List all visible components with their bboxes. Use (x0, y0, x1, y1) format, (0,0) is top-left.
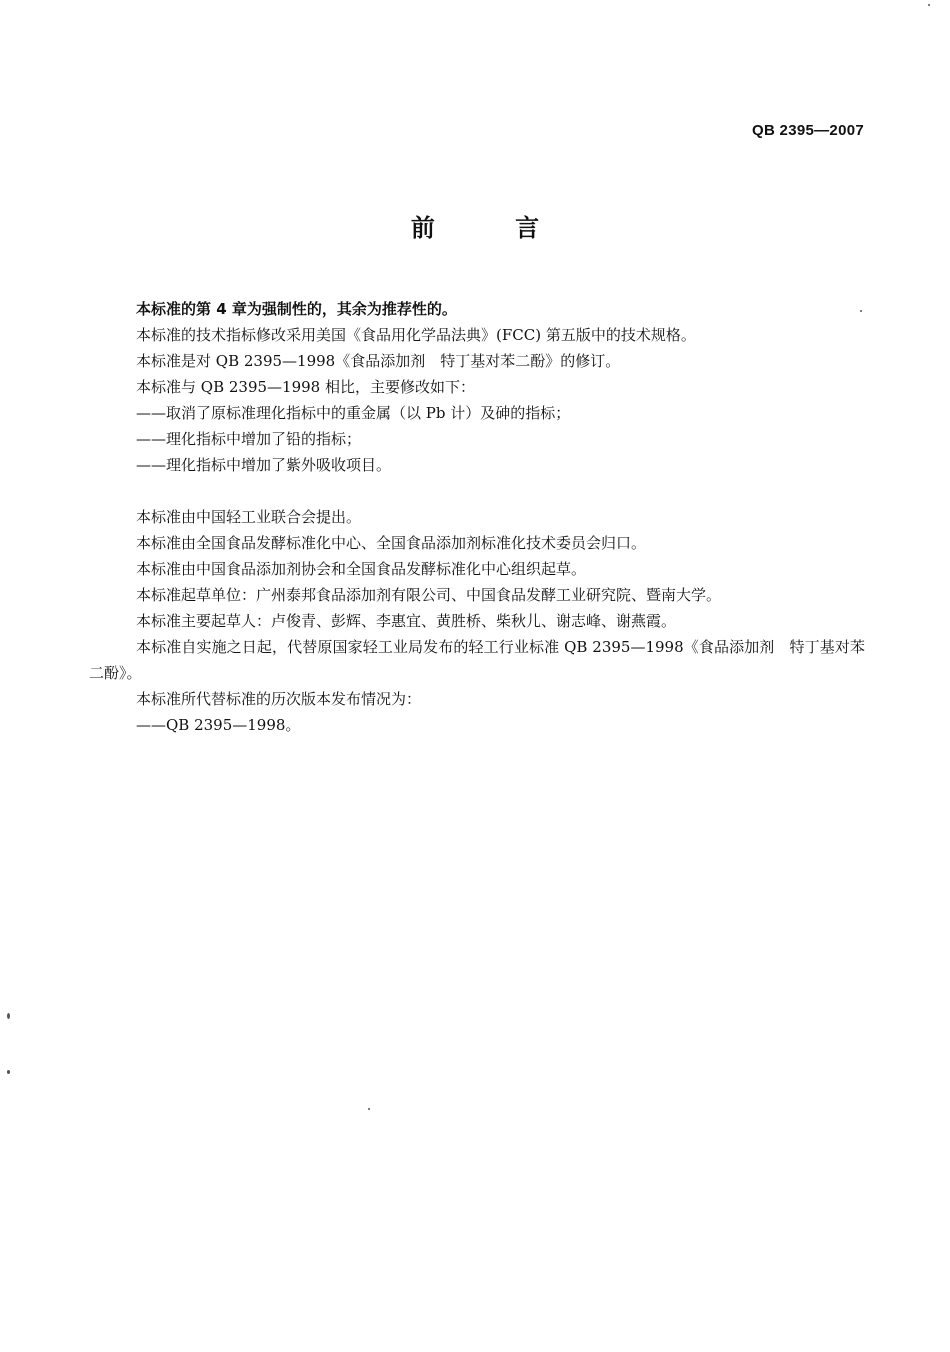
list-item-history-1: ——QB 2395—1998。 (136, 716, 301, 734)
page-title: 前 言 (410, 214, 576, 242)
paragraph-drafters: 本标准主要起草人：卢俊青、彭辉、李惠宜、黄胜桥、柴秋儿、谢志峰、谢燕霞。 (136, 612, 677, 630)
foreword-body (89, 296, 865, 738)
scan-speck (368, 1108, 370, 1110)
scan-speck (7, 1070, 10, 1074)
paragraph-administrator: 本标准由全国食品发酵标准化中心、全国食品添加剂标准化技术委员会归口。 (136, 534, 647, 552)
list-item-change-3: ——理化指标中增加了紫外吸收项目。 (136, 456, 392, 474)
list-item-change-1: ——取消了原标准理化指标中的重金属（以 Pb 计）及砷的指标； (136, 404, 571, 422)
paragraph-drafting-units: 本标准起草单位：广州泰邦食品添加剂有限公司、中国食品发酵工业研究院、暨南大学。 (136, 586, 722, 604)
scan-speck (928, 4, 930, 6)
paragraph-organizer: 本标准由中国食品添加剂协会和全国食品发酵标准化中心组织起草。 (136, 560, 587, 578)
paragraph-proposer: 本标准由中国轻工业联合会提出。 (136, 508, 362, 526)
paragraph-mandatory-clause: 本标准的第 4 章为强制性的，其余为推荐性的。 (136, 300, 457, 318)
paragraph-changes-intro: 本标准与 QB 2395—1998 相比，主要修改如下： (136, 378, 475, 396)
standard-code: QB 2395—2007 (751, 122, 864, 139)
paragraph-gap (89, 478, 865, 504)
paragraph-revision: 本标准是对 QB 2395—1998《食品添加剂 特丁基对苯二酚》的修订。 (136, 352, 621, 370)
scan-speck (860, 310, 862, 312)
scan-speck (7, 1013, 10, 1019)
list-item-change-2: ——理化指标中增加了铅的指标； (136, 430, 362, 448)
paragraph-history-intro: 本标准所代替标准的历次版本发布情况为： (136, 690, 422, 708)
paragraph-replacement: 本标准自实施之日起，代替原国家轻工业局发布的轻工行业标准 QB 2395—1998《食品添加剂 特丁基对苯二酚》。 (89, 638, 865, 682)
paragraph-fcc-reference: 本标准的技术指标修改采用美国《食品用化学品法典》(FCC) 第五版中的技术规格。 (136, 326, 696, 344)
